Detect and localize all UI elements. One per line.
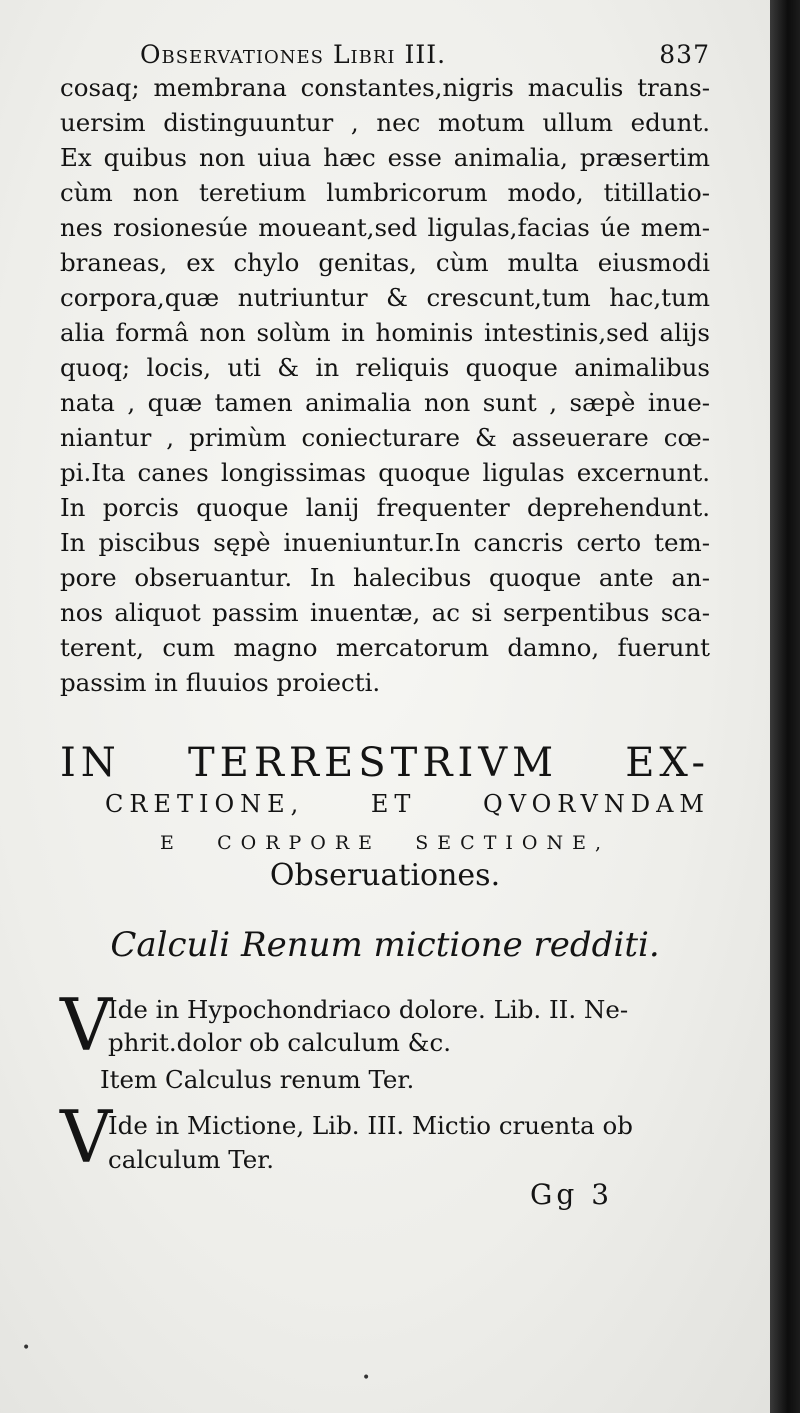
text-line: nes rosionesúe moueant,sed ligulas,facias úe mem- [60, 213, 710, 242]
text-line: cosaq; membrana constantes,nigris maculis trans- [60, 73, 710, 102]
section-title-line-3: E CORPORE SECTIONE, [160, 832, 610, 854]
text-line: In piscibus sępè inueniuntur.In cancris certo tem- [60, 528, 710, 557]
entry-line: Ide in Mictione, Lib. III. Mictio cruenta ob [108, 1111, 633, 1140]
section-title-line-2: CRETIONE, ET QVORVNDAM [105, 790, 710, 818]
page-number: 837 [659, 40, 710, 69]
text-line: quoq; locis, uti & in reliquis quoque animalibus [60, 353, 710, 382]
drop-cap: V [60, 983, 112, 1067]
text-line: braneas, ex chylo genitas, cùm multa eiusmodi [60, 248, 710, 277]
drop-cap: V [60, 1095, 112, 1179]
text-line: nata , quæ tamen animalia non sunt , sæpè inue- [60, 388, 710, 417]
subheading: Calculi Renum mictione redditi. [110, 925, 660, 965]
text-line: terent, cum magno mercatorum damno, fuerunt [60, 633, 710, 662]
body-paragraph [60, 70, 710, 700]
text-line: pi.Ita canes longissimas quoque ligulas excernunt. [60, 458, 710, 487]
text-line: corpora,quæ nutriuntur & crescunt,tum hac,tum [60, 283, 710, 312]
ink-speck: • [22, 1340, 31, 1356]
entry-line: Ide in Hypochondriaco dolore. Lib. II. Ne- [108, 995, 629, 1024]
text-line: In porcis quoque lanij frequenter deprehendunt. [60, 493, 710, 522]
text-line: nos aliquot passim inuentæ, ac si serpentibus sca- [60, 598, 710, 627]
text-line: cùm non teretium lumbricorum modo, titillatio- [60, 178, 710, 207]
running-title: Observationes Libri III. [140, 40, 447, 69]
text-line: Ex quibus non uiua hæc esse animalia, præsertim [60, 143, 710, 172]
entry-line: Item Calculus renum Ter. [100, 1065, 415, 1094]
signature-mark: Gg 3 [530, 1178, 614, 1211]
text-line: passim in fluuios proiecti. [60, 668, 381, 697]
entry-line: phrit.dolor ob calculum &c. [108, 1028, 451, 1057]
text-line: alia formâ non solùm in hominis intestinis,sed alijs [60, 318, 710, 347]
section-title-line-1: IN TERRESTRIVM EX- [60, 740, 710, 786]
text-line: niantur , primùm coniecturare & asseuerare cœ- [60, 423, 710, 452]
text-line: uersim distinguuntur , nec motum ullum edunt. [60, 108, 710, 137]
text-line: pore obseruantur. In halecibus quoque ante an- [60, 563, 710, 592]
book-binding-shadow [770, 0, 800, 1413]
ink-speck: • [362, 1370, 371, 1386]
entry-line: calculum Ter. [108, 1145, 275, 1174]
section-title-line-4: Obseruationes. [269, 858, 501, 893]
